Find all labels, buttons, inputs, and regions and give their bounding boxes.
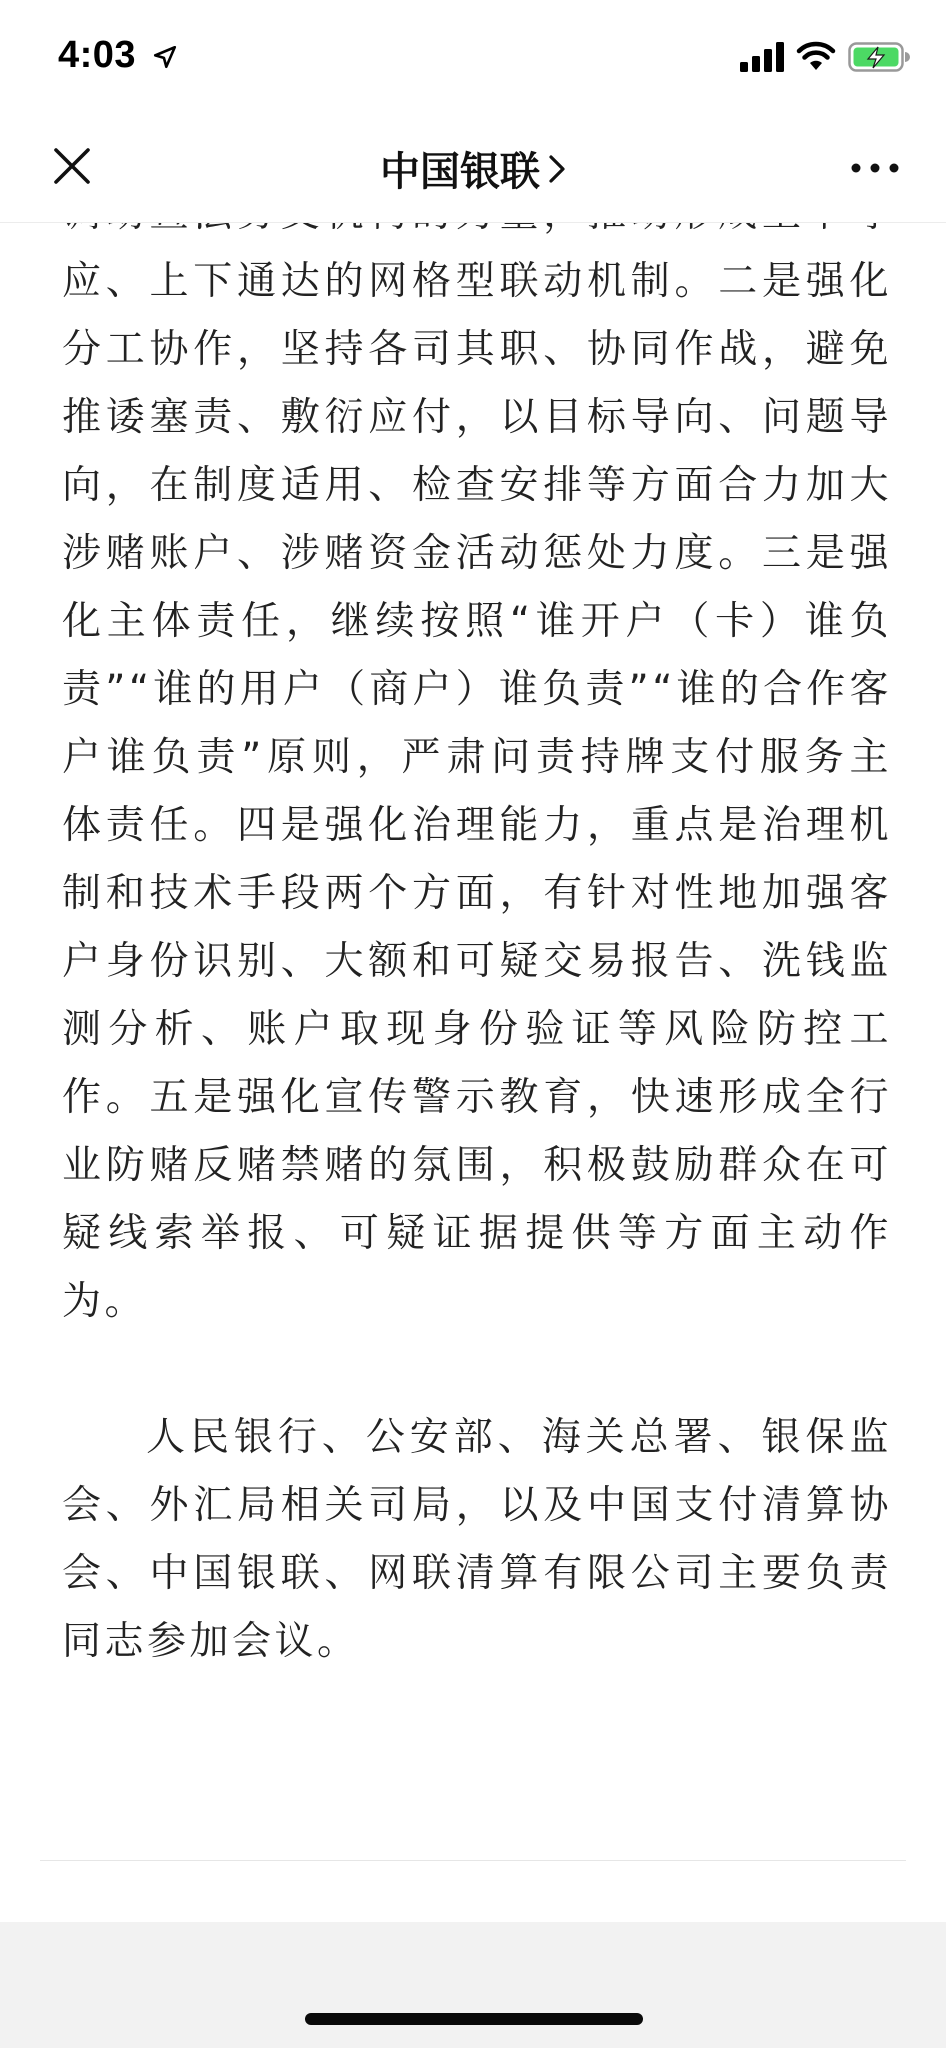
footer-area [0,1922,946,2048]
home-indicator[interactable] [305,2013,643,2025]
status-time: 4:03 [58,34,137,76]
divider [40,1860,906,1861]
chevron-right-icon [548,154,566,184]
cellular-signal-icon [740,42,786,72]
article-paragraph: 应、上下通达的网格型联动机制。二是强化分工协作，坚持各司其职、协同作战，避免推诿塞责、敷衍应付，以目标导向、问题导向，在制度适用、检查安排等方面合力加大涉赌账户、涉赌资金活动惩处力度。三是强化主体责任，继续按照“谁开户（卡）谁负责”“谁的用户（商户）谁负责”“谁的合作客户谁负责”原则，严肃问责持牌支付服务主体责任。四是强化治理能力，重点是治理机制和技术手段两个方面，有针对性地加强客户身份识别、大额和可疑交易报告、洗钱监测分析、账户取现身份验证等风险防控工作。五是强化宣传警示教育，快速形成全行业防赌反赌禁赌的氛围，积极鼓励群众在可疑线索举报、可疑证据提供等方面主动作为。 [62,259,892,1324]
more-icon[interactable] [850,160,900,176]
nav-bar [0,118,946,223]
account-title-link[interactable] [0,140,946,197]
status-bar [0,0,946,118]
article-paragraph: 人民银行、公安部、海关总署、银保监会、外汇局相关司局，以及中国支付清算协会、中国银联、网联清算有限公司主要负责同志参加会议。 [62,1415,892,1664]
page-title: 中国银联 [380,149,540,195]
battery-charging-icon [848,42,910,72]
location-arrow-icon [152,44,178,70]
article-body [62,180,892,1676]
wifi-icon [796,40,836,72]
